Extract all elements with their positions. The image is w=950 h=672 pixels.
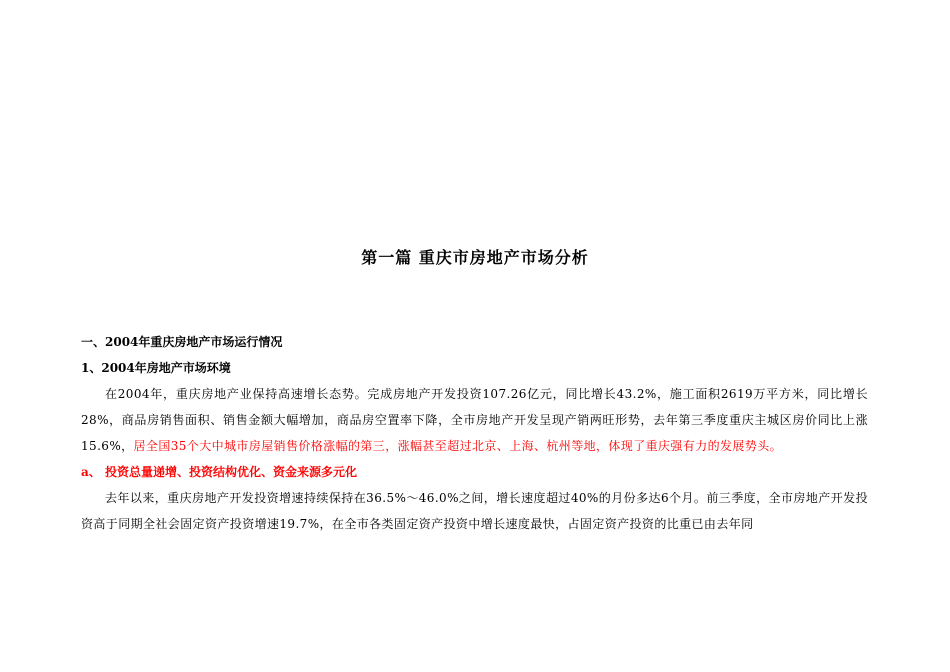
subheading-investment: a、 投资总量递增、投资结构优化、资金来源多元化 [81,465,357,479]
document-body [81,329,868,537]
paragraph-market-environment [81,381,868,459]
section-heading: 一、2004年重庆房地产市场运行情况 [81,335,283,349]
subsection-heading: 1、2004年房地产市场环境 [81,361,231,375]
paragraph-normal-text: 在2004年，重庆房地产业保持高速增长态势。完成房地产开发投资107.26亿元，同比增长43.2%，施工面积2619万平方米，同比增长28%，商品房销售面积、销售金额大幅增加，商品房空置率下降，全市房地产开发呈现产销两旺形势，去年第三季度重庆主城区房价同比上涨15.6%， [81,387,868,453]
paragraph-highlighted-text: 居全国35个大中城市房屋销售价格涨幅的第三，涨幅甚至超过北京、上海、杭州等地，体现了重庆强有力的发展势头。 [133,439,783,453]
chapter-title: 第一篇 重庆市房地产市场分析 [361,248,589,267]
paragraph-investment: 去年以来，重庆房地产开发投资增速持续保持在36.5%～46.0%之间，增长速度超过40%的月份多达6个月。前三季度，全市房地产开发投资高于同期全社会固定资产投资增速19.7%，在全市各类固定资产投资中增长速度最快，占固定资产投资的比重已由去年同 [81,491,868,531]
